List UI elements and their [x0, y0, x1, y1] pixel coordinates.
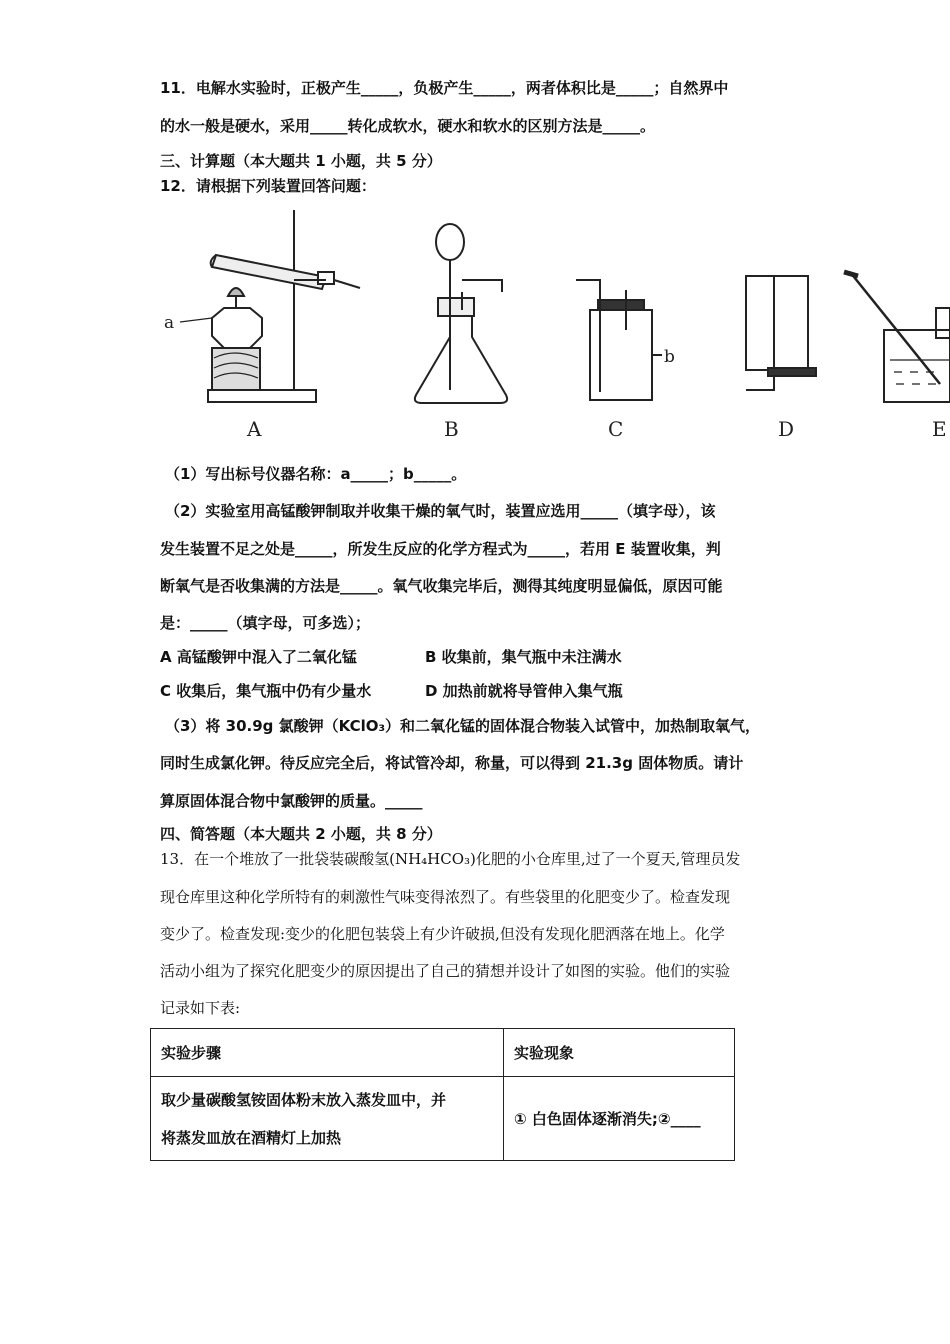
apparatus-e: [844, 272, 950, 402]
q13-line2: 现仓库里这种化学所特有的刺激性气味变得浓烈了。有些袋里的化肥变少了。检查发现: [160, 888, 731, 906]
q12-option-d: D 加热前就将导管伸入集气瓶: [425, 682, 623, 700]
table-cell-phenomenon: ① 白色固体逐渐消失;②____: [504, 1077, 735, 1161]
q12-option-b: B 收集前，集气瓶中未注满水: [425, 648, 622, 666]
figure-mark-a: a: [164, 313, 175, 333]
q12-option-a: A 高锰酸钾中混入了二氧化锰: [160, 648, 357, 666]
q12-part2-line1: （2）实验室用高锰酸钾制取并收集干燥的氧气时，装置应选用_____（填字母），该: [165, 502, 716, 520]
q11-line1: 11．电解水实验时，正极产生_____，负极产生_____，两者体积比是_____；自然界中: [160, 79, 729, 97]
figure-label-a: A: [247, 417, 262, 441]
table-header-phenomenon: 实验现象: [504, 1029, 735, 1077]
q12-stem: 12．请根据下列装置回答问题：: [160, 177, 376, 195]
apparatus-figure: [150, 200, 950, 445]
q12-part3-line3: 算原固体混合物中氯酸钾的质量。_____: [160, 792, 423, 810]
q12-part2-line4: 是：_____（填字母，可多选）；: [160, 614, 371, 632]
apparatus-d: [746, 276, 816, 390]
q12-option-c: C 收集后，集气瓶中仍有少量水: [160, 682, 372, 700]
q12-part2-line2: 发生装置不足之处是_____，所发生反应的化学方程式为_____，若用 E 装置收集，判: [160, 540, 721, 558]
q13-line3: 变少了。检查发现:变少的化肥包装袋上有少许破损,但没有发现化肥洒落在地上。化学: [160, 925, 725, 943]
table-row: [151, 1077, 735, 1161]
apparatus-a: [180, 210, 360, 402]
figure-label-b: B: [444, 417, 459, 441]
q13-line5: 记录如下表:: [160, 999, 241, 1017]
table-step-line2: 将蒸发皿放在酒精灯上加热: [161, 1128, 342, 1147]
section3-heading: 三、计算题（本大题共 1 小题，共 5 分）: [160, 152, 442, 170]
apparatus-b: [415, 224, 507, 403]
q13-line4: 活动小组为了探究化肥变少的原因提出了自己的猜想并设计了如图的实验。他们的实验: [160, 962, 731, 980]
section4-heading: 四、简答题（本大题共 2 小题，共 8 分）: [160, 825, 442, 843]
figure-label-c: C: [608, 417, 624, 441]
table-header-row: [151, 1029, 735, 1077]
figure-label-d: D: [778, 417, 795, 441]
apparatus-c: [576, 280, 662, 400]
figure-label-e: E: [932, 417, 947, 441]
q12-part3-line1: （3）将 30.9g 氯酸钾（KClO₃）和二氧化锰的固体混合物装入试管中，加热制取氧气，: [165, 717, 761, 735]
q12-part2-line3: 断氧气是否收集满的方法是_____。氧气收集完毕后，测得其纯度明显偏低，原因可能: [160, 577, 723, 595]
table-step-line1: 取少量碳酸氢铵固体粉末放入蒸发皿中，并: [161, 1090, 447, 1109]
table-header-step: 实验步骤: [151, 1029, 504, 1077]
q12-part3-line2: 同时生成氯化钾。待反应完全后，将试管冷却，称量，可以得到 21.3g 固体物质。请计: [160, 754, 744, 772]
q12-part1: （1）写出标号仪器名称：a_____；b_____。: [165, 465, 467, 483]
experiment-table: [150, 1028, 735, 1161]
q13-line1: 13．在一个堆放了一批袋装碳酸氢(NH₄HCO₃)化肥的小仓库里,过了一个夏天,管理员发: [160, 850, 741, 868]
q11-line2: 的水一般是硬水，采用_____转化成软水，硬水和软水的区别方法是_____。: [160, 117, 656, 135]
figure-mark-b: b: [664, 347, 675, 367]
table-cell-step: [151, 1077, 504, 1161]
